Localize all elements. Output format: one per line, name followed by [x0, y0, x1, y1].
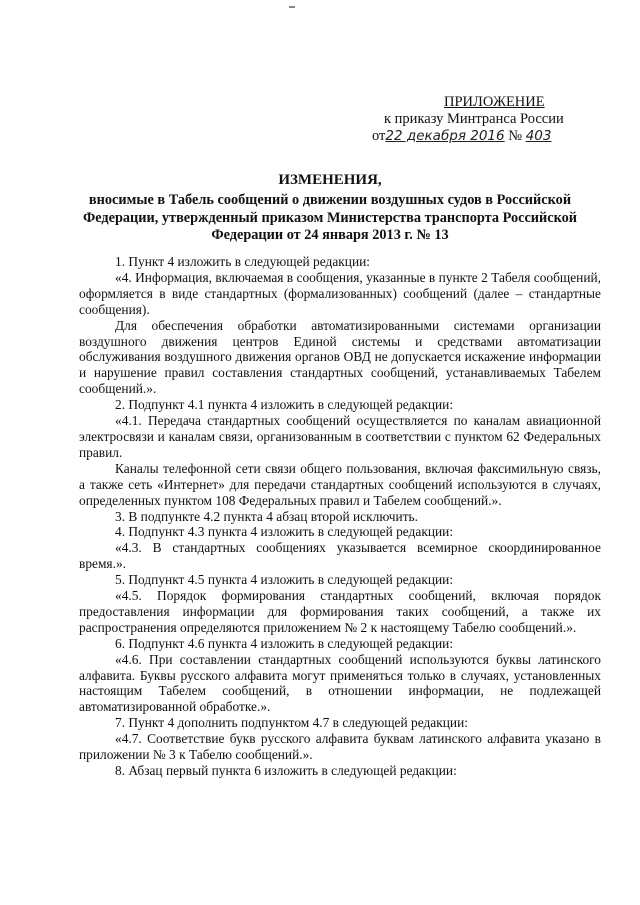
appendix-order-line: к приказу Минтранса России [384, 111, 564, 127]
paragraph: 3. В подпункте 4.2 пункта 4 абзац второй исключить. [115, 508, 419, 524]
paragraph: 1. Пункт 4 изложить в следующей редакции: [115, 254, 371, 269]
handwritten-date: 22 декабря 2016 [385, 128, 505, 144]
heading-title: ИЗМЕНЕНИЯ, [278, 172, 382, 188]
heading-subtitle-line: Федерации, утвержденный приказом Министерства транспорта Российской [82, 209, 578, 226]
paragraph: 7. Пункт 4 дополнить подпунктом 4.7 в следующей редакции: [115, 715, 468, 731]
heading-subtitle-line: вносимые в Табель сообщений о движении воздушных судов в Российской [88, 192, 572, 209]
paragraph: 2. Подпункт 4.1 пункта 4 изложить в следующей редакции: [115, 397, 454, 413]
heading-subtitle-line: Федерации от 24 января 2013 г. № 13 [211, 227, 449, 244]
document-heading [70, 172, 590, 245]
paragraph: 6. Подпункт 4.6 пункта 4 изложить в следующей редакции: [115, 635, 454, 651]
handwritten-number: 403 [525, 128, 552, 144]
paragraph: Каналы телефонной сети связи общего пользования, включая факсимильную связь, а также сеть «Интернет» для передачи стандартных сообщений используются в случаях, определенных пунктом 108 Федеральных правил и Табелем сообщений.». [79, 460, 601, 508]
paragraph: «4.7. Соответствие букв русского алфавита буквам латинского алфавита указано в приложении № 3 к Табелю сообщений.». [79, 731, 601, 763]
paragraph: 8. Абзац первый пункта 6 изложить в следующей редакции: [115, 763, 457, 778]
number-label: № [508, 128, 523, 144]
paragraph: «4.6. При составлении стандартных сообщений используются буквы латинского алфавита. Буквы русского алфавита могут применяться только в случаях, установленных настоящим Табелем сообщений, в отношении информации, не подлежащей автоматизированной обработке.». [79, 651, 601, 715]
paragraph: 4. Подпункт 4.3 пункта 4 изложить в следующей редакции: [115, 524, 454, 540]
appendix-block [372, 94, 564, 145]
paragraph: «4.5. Порядок формирования стандартных сообщений, включая порядок предоставления информации для формирования таких сообщений, а также их распространения определяются приложением № 2 к настоящему Табелю сообщений.». [79, 588, 601, 635]
appendix-title: ПРИЛОЖЕНИЕ [444, 94, 545, 110]
date-prefix: от [372, 128, 386, 144]
paragraph: «4. Информация, включаемая в сообщения, указанные в пункте 2 Табеля сообщений, оформляется в виде стандартных (формализованных) сообщений (далее – стандартные сообщения). [79, 269, 601, 317]
paragraph: 5. Подпункт 4.5 пункта 4 изложить в следующей редакции: [115, 572, 454, 588]
paragraph: «4.1. Передача стандартных сообщений осуществляется по каналам авиационной электросвязи и каналам связи, организованным в соответствии с пунктом 62 Федеральных правил. [79, 413, 601, 460]
paragraph: «4.3. В стандартных сообщениях указывается всемирное скоординированное время.». [79, 540, 601, 572]
document-body [79, 254, 601, 779]
paragraph: Для обеспечения обработки автоматизированными системами организации воздушного движения центров Единой системы и средствами автоматизации обслуживания воздушного движения органов ОВД не допускается искажение информации и нарушение правил составления стандартных сообщений, устанавливаемых Табелем сообщений.». [79, 317, 601, 397]
appendix-date-line [372, 128, 564, 145]
scan-mark [289, 6, 295, 8]
